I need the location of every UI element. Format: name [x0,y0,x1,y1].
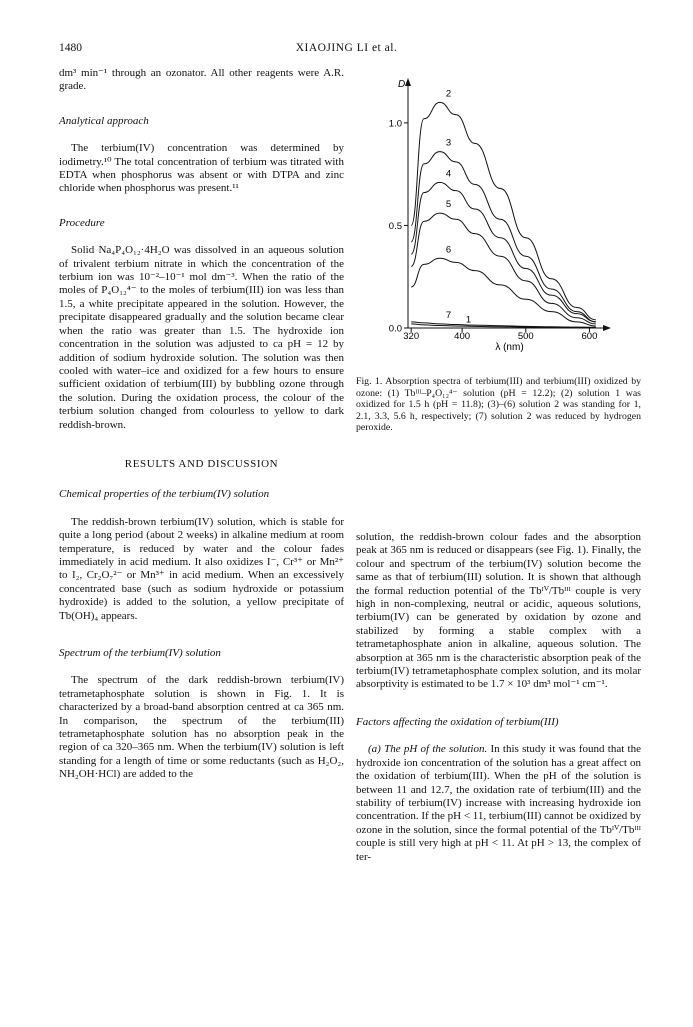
y-tick-label: 1.0 [388,118,402,130]
section-analytical-approach: Analytical approach [59,114,149,127]
spectrum-curve-6 [411,258,596,326]
ph-body: In this study it was found that the hydroxide ion concentration of the solution has a great affect on the oxidation of terbium(III). When the pH of the solution is between 11 and 12.7, the oxidation rate of terbium(III) and the stability of terbium(IV) increase with increasing hydroxide ion concentration. If the pH < 11, terbium(III) cannot be oxidized by ozone in the solution, since the formal potential of the Tbᴵⱽ/Tbᴵᴵᴵ couple is still very high at pH < 11. At pH > 13, the complex of ter- [356,743,641,863]
running-title: XIAOJING LI et al. [295,42,398,54]
spectrum-curve-2 [411,102,596,319]
right-column [356,70,641,863]
x-tick-label: 500 [517,331,534,342]
absorption-spectra-chart [356,70,641,370]
page-header [59,42,634,58]
section-chemical-properties: Chemical properties of the terbium(IV) solution [59,488,270,501]
left-column [59,67,344,782]
curve-label-6: 6 [445,244,452,256]
figure-caption: Fig. 1. Absorption spectra of terbium(III) and terbium(III) oxidized by ozone: (1) Tbᴵᴵᴵ–P₄O₁₂⁴⁻ solution (pH = 12.2); (2) solution 1 was oxidized for 1.5 h (pH = 11.8); (3)–(6) solution 2 was standing for 1, 2.1, 3.3, 5.6 h, respectively; (7) solution 2 was reduced by hydrogen peroxide. [356,376,641,434]
curve-label-1: 1 [465,314,472,326]
ph-lead: (a) The pH of the solution. [368,743,488,756]
y-tick-label: 0.0 [388,323,402,335]
x-tick-label: 400 [454,331,471,342]
y-axis-arrow [405,78,411,86]
right-text [356,531,641,864]
curve-label-7: 7 [445,309,452,321]
paragraph-ph [356,743,641,864]
section-spectrum: Spectrum of the terbium(IV) solution [59,647,221,659]
paragraph-materials-end: dm³ min⁻¹ through an ozonator. All other reagents were A.R. grade. [59,67,344,93]
paragraph-chemical: The reddish-brown terbium(IV) solution, which is stable for quite a long period (about 2 weeks) in alkaline medium at room temperature, is reduced by water and the colour fades immediately in acid medium. It also oxidizes I⁻, Cr³⁺ or Mn²⁺ to I₂, Cr₂O₇²⁻ or Mn³⁺ in acid medium. When an excessively concentrated base (such as sodium hydroxide or potassium hydroxide) is added to the solution, a yellow precipitate of Tb(OH)₄ appears. [59,515,344,622]
y-axis-label: D [398,79,406,90]
section-procedure: Procedure [59,216,105,229]
x-axis-arrow [603,325,611,331]
curve-label-4: 4 [445,168,452,180]
x-tick-label: 320 [403,331,420,342]
page-number: 1480 [59,42,82,54]
curve-label-5: 5 [445,199,452,211]
x-axis-label: λ (nm) [495,342,524,353]
section-factors: Factors affecting the oxidation of terbium(III) [356,715,559,728]
spectrum-curve-3 [411,152,596,322]
section-results: RESULTS AND DISCUSSION [124,457,279,470]
y-tick-label: 0.5 [388,220,402,232]
paragraph-procedure: Solid Na₄P₄O₁₂·4H₂O was dissolved in an aqueous solution of trivalent terbium nitrate in which the concentration of the terbium ion was 10⁻²–10⁻¹ mol dm⁻³. When the ratio of the moles of P₄O₁₂⁴⁻ to the moles of terbium(III) ion was less than 1.5, a white precipitate appeared in the solution. However, the precipitate disappeared gradually and the solution became clear when the ratio was greater than 1.5. The hydroxide ion concentration in the solution was adjusted to ca pH = 12 by addition of sodium hydroxide solution. The solution was then cooled with water–ice and oxidized for a few hours to ensure sufficient oxidation of terbium(III) by bubbling ozone through the solution. During the oxidation process, the colour of the terbium solution changed from colourless to yellow to dark reddish-brown. [59,244,344,431]
paragraph-spectrum: The spectrum of the dark reddish-brown terbium(IV) tetrametaphosphate solution is shown in Fig. 1. It is characterized by a broad-band absorption centred at ca 365 nm. In comparison, the spectrum of the terbium(III) tetrametaphosphate solution has no absorption peak in the region of ca 320–365 nm. When the terbium(IV) solution is left standing for a length of time or some reductants (such as H₂O₂, NH₂OH·HCl) are added to the [59,674,344,781]
curve-label-3: 3 [445,137,452,149]
curve-label-2: 2 [445,88,452,100]
paragraph-analytical: The terbium(IV) concentration was determined by iodimetry.¹⁰ The total concentration of terbium was titrated with EDTA when phosphorus was absent or with DTPA and zinc chloride when phosphorus was present.¹¹ [59,142,344,195]
paragraph-spectrum-continued: solution, the reddish-brown colour fades and the absorption peak at 365 nm is reduced or disappears (see Fig. 1). Finally, the colour and spectrum of the terbium(IV) solution become the same as that of terbium(III) solution. It is shown that although the formal reduction potential of the Tbᴵⱽ/Tbᴵᴵᴵ couple is very high in non-complexing, neutral or acidic, aqueous solutions, terbium(IV) can be generated by oxidation by ozone and stabilized by forming a stable complex with a tetrametaphosphate anion in alkaline, aqueous solution. The absorption at 365 nm is the characteristic absorption peak of the terbium(IV) tetrametaphosphate complex solution, and its molar absorptivity is estimated to be 1.7 × 10³ dm³ mol⁻¹ cm⁻¹. [356,531,641,691]
figure-1 [356,70,641,434]
x-tick-label: 600 [581,331,598,342]
